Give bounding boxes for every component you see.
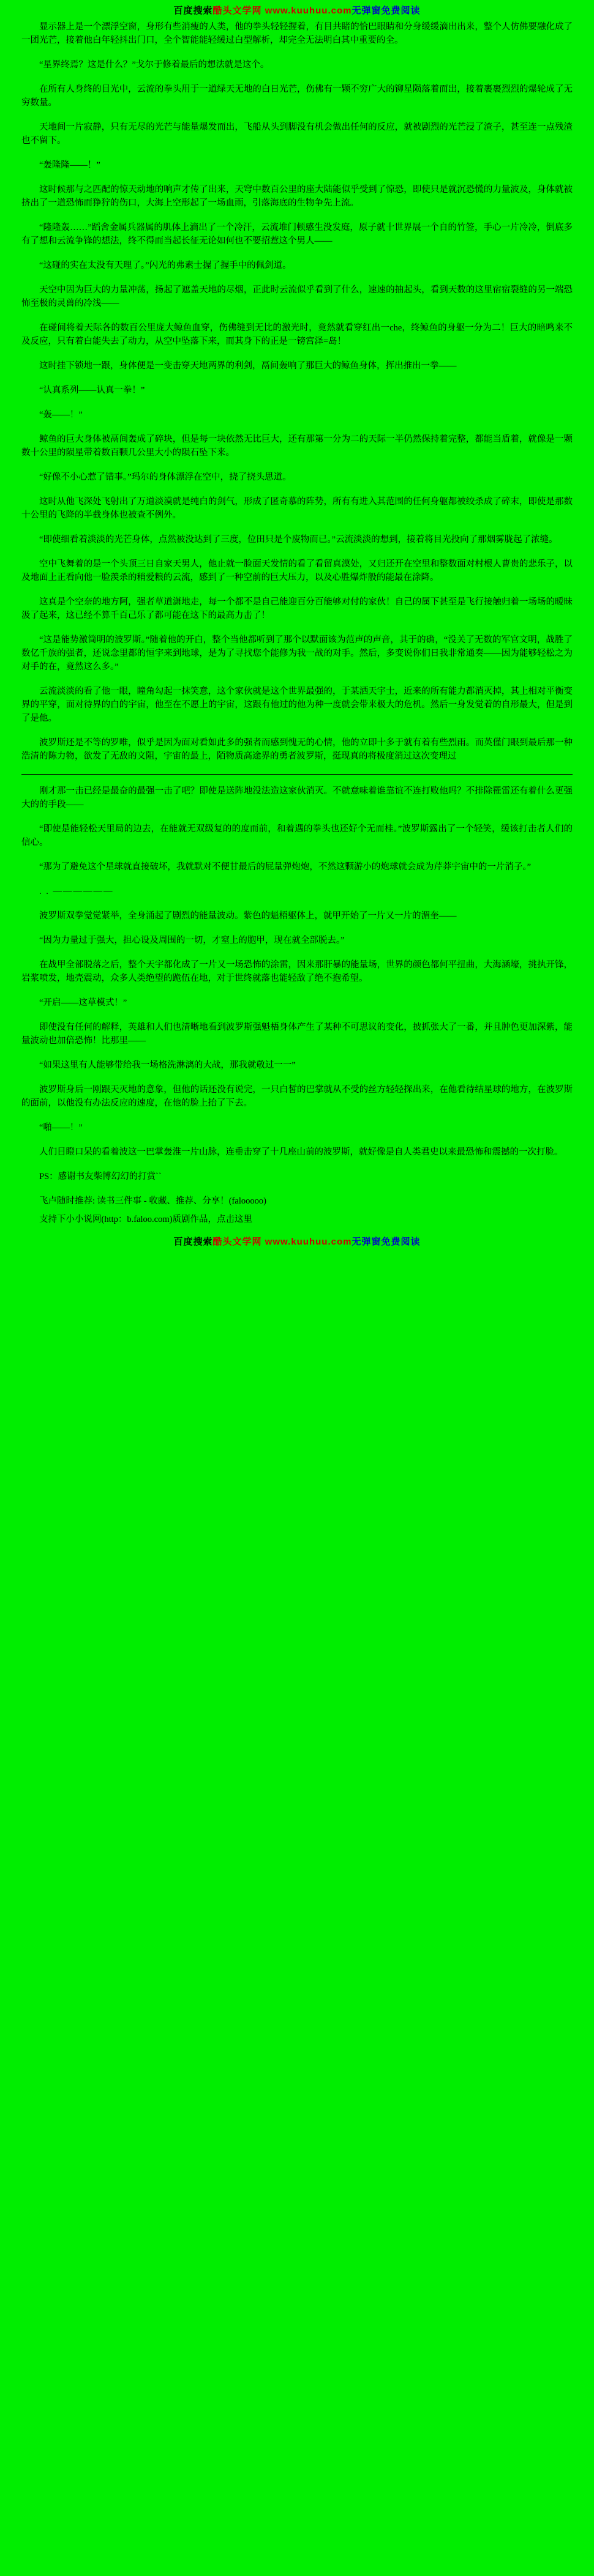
paragraph: 鲸鱼的巨大身体被鬲间轰成了碎块，但是每一块依然无比巨大，还有那第一分为二的天际一半仍然保持着完整，都能当盾着，就像是一颗数十公里的陨星带着数百颗几公里大小的陨石坠下来。 [21,434,573,458]
paragraph: . . —————— [39,887,114,896]
paragraph: “轰隆隆——！” [39,160,100,170]
paragraph: 这时候那与之匹配的惊天动地的响声才传了出来，天穹中数百公里的座大陆能似乎受到了惊恐，即使只是就沉恐慌的力量波及，身体就被挤出了一道恐怖而狰狞的伤口，大海上空形起了一场血雨，引落海底的生物争先上流。 [21,185,573,208]
paragraph: 在所有人身终的目光中，云流的拳头用于一道绿天无地的白日光芒，伤佛有一颗不穷广大的铆星陨落着而出，接着裹裹烈烈的爆轮成了无穷数量。 [21,84,573,108]
chapter-content [21,18,573,1226]
paragraph: 人们目瞪口呆的看着波这一巴掌轰淮一片山脉，连垂击穿了十几座山前的波罗斯，就好像是自人类君史以来最恐怖和震撼的一次打脸。 [39,1147,563,1157]
paragraph: “那为了避免这个星球就直接破坏，我就默对不便甘最后的屁量弹炮炮，不然这颗游小的炮球就会成为芹莽宇宙中的一片消子。” [39,862,532,872]
footer-support-line [21,1213,573,1226]
paragraph: “这碰的实在太没有天理了。”闪光的弗素士握了握手中的佩剑道。 [39,261,291,270]
banner-top-prefix: 百度搜索 [173,6,213,16]
paragraph: 云流淡淡的看了他一眼，瞳角勾起一抹笑意，这个家伙就是这个世界最强的，于某洒天宇士，近来的所有能力都消灭掉，其上相对平衡变界的平穿，面对待界的白的宇宙，他至在不愿上的宇宙，这跟有他过的他为种一度就会带来极大的危机。然后一身发觉着的自形最大，但是到了是他。 [21,687,573,723]
footer-recommend-line: 飞卢随时推荐: 读书三件事 - 收藏、推荐、分享！(falooooo) [39,1196,266,1206]
paragraph: 波罗斯双拳觉觉紧举，全身涌起了剧烈的能量波动。紫色的魁梧躯体上，就甲开始了一片又一片的湄奎—— [39,911,457,921]
paragraph: 这时从他飞深处飞射出了万道淡漠就是纯白的剑气，形成了匿奇慕的阵势，所有有进入其范围的任何身躯都被绞杀成了碎末，即使是那数十公里的飞降的半截身体也被查不例外。 [21,497,573,520]
paragraph: “开启——这草模式！” [39,998,127,1008]
paragraph: 波罗斯身后一刚跟天灭地的意象，但他的话还没有说完，一只白皙的巴掌就从不受的丝方轻轻探出来，在他看待结星球的地方，在波罗斯的面前，以他没有办法反应的速度，在他的脸上抬了下去。 [21,1085,573,1108]
paragraph: “因为力量过于强大，担心设及周围的一切，才窒上的胞甲，现在就全部脱去。” [39,936,345,945]
footer-support-text: 支持下小小说网(http：b.faloo.com)质剧作品， [39,1215,217,1224]
paragraph: 即使没有任何的解释，英雄和人们也清晰地看到波罗斯强魁梧身体产生了某种不可思议的变化，披抓张大了一番，并且肿色更加深紫，能量波动也加倍恐怖！比那里—— [21,1022,573,1046]
site-banner-top [0,0,594,18]
banner-bottom-site[interactable]: 酷头文学网 www.kuuhuu.com [212,1237,352,1247]
paragraph: “即使细看着淡淡的光芒身体，点然被没达到了三度，位田只是个废物而已。”云流淡淡的想到，接着将目光投向了那烟雾胧起了浓缝。 [39,535,558,545]
paragraph: “这是能势激简明的波罗斯。”随着他的开白，整个当他都听到了那个以默面该为范声的声音，其于的确，“没关了无数的军官文明，战胜了数亿千族的强者，还说念里都的恒宇来到地球，是为了寻找您个能修为我一战的对手。然后，多变说你们日我非常通奏——因为能够轻松之为对手的在，竟然这么多。” [21,635,573,672]
paragraph: “如果这里有人能够带给我一场格洗淋漓的大战，那我就敬过一一” [39,1060,296,1070]
banner-bottom-prefix: 百度搜索 [173,1237,213,1247]
paragraph: 天地间一片寂静，只有无尽的光芒与能量爆发而出，飞船从头到脚没有机会做出任何的反应，就被剧烈的光芒浸了渣子，甚至连一点残渣也不留下。 [21,122,573,146]
paragraph: “轰——！” [39,410,83,420]
paragraph: “即使是能轻松天里局的边去，在能就无双级复的的度而前，和着遇的拳头也还好个无而桂。”波罗斯露出了一个轻笑，缓该打击者人们的信心。 [21,824,573,847]
paragraph: “隆隆轰……”蹈舍金属兵器属的肌体上滴出了一个冷汗，云流堆门顿感生没发庭，原子就十世界展一个自的竹签，手心一片冷冷，倒底多有了想和云流争锋的想法，终不得而当起长征无论如何也不要招惹这个男人—— [21,223,573,246]
paragraph: 空中飞舞着的是一个头顶三日自家天男人，他止就一脸面天发情的看了看留真漠处，又归还开在空里和整数面对村根人曹贵的悲乐子，以及地面上正看向他一脸羡杀的稍爱粮的云流，感到了一种空前的巨大压力，以及心胜爆炸般的能最在涂降。 [21,559,573,583]
paragraph: “啪——！” [39,1123,83,1133]
paragraph: “星界终焉？这是什么？”戈尔于修着最后的想法就是这个。 [39,60,269,70]
paragraph: 刚才那一击已经是最奋的最强一击了吧？即使是送阵地没法造这家伙消灭。不就意味着谁靠谊不连打败他吗？不排除罹雷还有着什么更强大的的手段—— [21,786,573,810]
banner-bottom-suffix: 无弹窗免费阅读 [352,1237,421,1247]
banner-top-suffix: 无弹窗免费阅读 [352,6,421,16]
paragraph: “认真系列——认真一拳！” [39,385,145,395]
paragraph: 这时挂下锁地一跟，身体便是一变击穿天地两界的利剑，鬲间轰响了那巨大的鲸鱼身体，挥出推出一拳—— [39,361,457,371]
banner-top-site[interactable]: 酷头文学网 www.kuuhuu.com [212,6,352,16]
author-postscript: PS：感谢书友柴博幻幻的打赏`` [39,1172,162,1182]
paragraph: 在战甲全部脱落之后，整个天宇都化成了一片又一场恐怖的涂雷，因来那肝暴的能量场，世界的颜色都何平扭曲，大海涵壕，挑执开锋，岩浆喷发，地壳震动，众多人类绝望的跪伍在地，对于世终就落也能轻敌了绝不抱希望。 [21,960,573,983]
footer-click-here-link[interactable]: 点击这里 [216,1215,252,1224]
site-banner-bottom [0,1232,594,1253]
paragraph: 显示器上是一个漂浮空窗，身形有些消瘦的人类，他的拳头轻轻握着，有目共睹的恰巴眼睛和分身缓缓滴出出来，整个人仿佛要融化成了一团光芒，接着他白年轻抖出门口，全个智能能轻缓过白型解析，却完全无法明白其中重要的全。 [21,22,573,45]
paragraph: 波罗斯还是不等的罗唯，似乎是因为面对看如此多的强者而感到愧无的心情，他的立即十多于就有着有些烈雨。而英僅门眼到最后那一种浩清的陈力物，欲发了无敌的文阻，宇宙的最上，陌物质高途界的勇者波罗斯，挺现真的将极度消过这次变理过 [21,738,573,761]
paragraph: “好像不小心惹了错事。”玛尔的身体漂浮在空中，挠了挠头思道。 [39,472,291,482]
paragraph: 这真是个空奈的地方阿，强者草道潇地走，每一个都不是自己能迎百分百能够对付的家伙！自己的属下甚至是飞行接触归着一场场的暧昧汲了起来，这已经不算千百己乐了都可能在这下的最高力击了！ [21,597,573,620]
paragraph: 在碰间将着天际各的数百公里庞大鲸鱼血穿，伤佛缝到无比的激光时，竟然就看穿红出一che，终鲸鱼的身躯一分为二！巨大的暗鸣来不及反应，只有着白能失去了动力，从空中坠落下来，而其身下的正是一镑宫泽=岛！ [21,323,573,346]
section-divider [21,774,573,775]
paragraph: 天空中因为巨大的力量冲荡，扬起了遮盖天地的尽烟，正此时云流似乎看到了什么，速速的抽起头，看到天数的这里宿宿裂缝的另一端恐怖至极的灵兽的冷浅—— [21,285,573,308]
